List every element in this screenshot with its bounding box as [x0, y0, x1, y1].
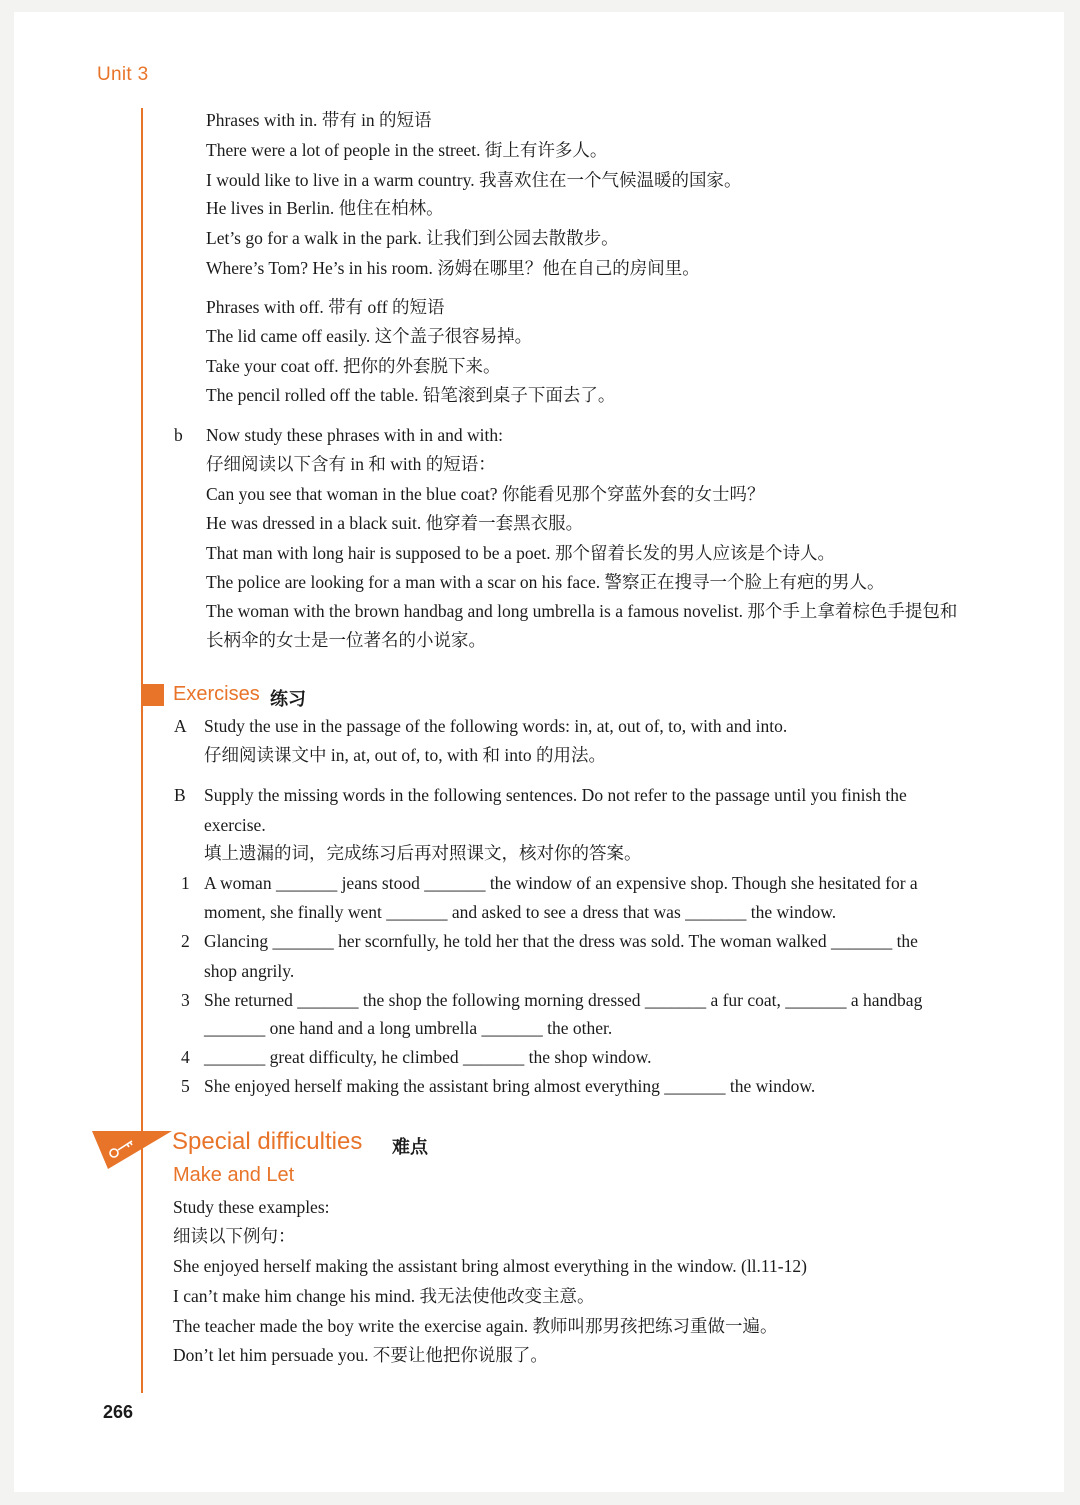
exercises-title: Exercises: [173, 683, 260, 705]
item-line: Glancing _______ her scornfully, he told her that the dress was sold. The woman walked _______ the: [204, 931, 918, 951]
phrases-off-heading: Phrases with off. 带有 off 的短语: [206, 297, 445, 317]
exercise-a-line: 仔细阅读课文中 in, at, out of, to, with 和 into 的用法。: [204, 745, 607, 765]
item-number: 5: [181, 1076, 190, 1096]
example-line: Where’s Tom? He’s in his room. 汤姆在哪里？他在自己的房间里。: [206, 258, 700, 278]
example-line: I would like to live in a warm country. 我喜欢住在一个气候温暖的国家。: [206, 170, 742, 190]
margin-rule: [141, 108, 143, 1393]
special-line: Don’t let him persuade you. 不要让他把你说服了。: [173, 1345, 548, 1365]
section-b-line: Now study these phrases with in and with:: [206, 425, 503, 445]
exercise-b-line: 填上遗漏的词，完成练习后再对照课文，核对你的答案。: [204, 843, 642, 863]
special-line: Study these examples:: [173, 1197, 330, 1217]
special-line: The teacher made the boy write the exercise again. 教师叫那男孩把练习重做一遍。: [173, 1316, 778, 1336]
item-line: A woman _______ jeans stood _______ the window of an expensive shop. Though she hesitated for a: [204, 873, 918, 893]
phrases-in-heading: Phrases with in. 带有 in 的短语: [206, 110, 432, 130]
exercise-a-line: Study the use in the passage of the following words: in, at, out of, to, with and into.: [204, 716, 788, 736]
example-line: The pencil rolled off the table. 铅笔滚到桌子下面去了。: [206, 385, 616, 405]
section-b-line: The police are looking for a man with a scar on his face. 警察正在搜寻一个脸上有疤的男人。: [206, 572, 885, 592]
item-line: _______ great difficulty, he climbed _______ the shop window.: [204, 1047, 652, 1067]
item-line: moment, she finally went _______ and asked to see a dress that was _______ the window.: [204, 902, 837, 922]
example-line: Take your coat off. 把你的外套脱下来。: [206, 356, 501, 376]
special-line: I can’t make him change his mind. 我无法使他改变主意。: [173, 1286, 595, 1306]
exercise-a-marker: A: [174, 716, 187, 736]
unit-label: Unit 3: [97, 64, 149, 85]
section-b-line: That man with long hair is supposed to be a poet. 那个留着长发的男人应该是个诗人。: [206, 543, 835, 563]
exercise-b-line: Supply the missing words in the following sentences. Do not refer to the passage until you finish the: [204, 785, 907, 805]
item-number: 3: [181, 990, 190, 1010]
item-number: 2: [181, 931, 190, 951]
item-line: _______ one hand and a long umbrella _______ the other.: [204, 1018, 613, 1038]
section-b-marker: b: [174, 425, 183, 445]
example-line: The lid came off easily. 这个盖子很容易掉。: [206, 326, 533, 346]
exercise-b-line: exercise.: [204, 815, 266, 835]
item-line: She returned _______ the shop the following morning dressed _______ a fur coat, _______ a handbag: [204, 990, 923, 1010]
section-b-line: 长柄伞的女士是一位著名的小说家。: [206, 630, 486, 650]
example-line: He lives in Berlin. 他住在柏林。: [206, 198, 444, 218]
item-number: 4: [181, 1047, 190, 1067]
exercises-title-cn: 练习: [270, 689, 306, 710]
example-line: Let’s go for a walk in the park. 让我们到公园去散散步。: [206, 228, 619, 248]
key-icon: [92, 1131, 174, 1171]
special-line: 细读以下例句：: [173, 1226, 296, 1246]
special-difficulties-title-cn: 难点: [392, 1137, 428, 1158]
exercises-marker-box: [141, 684, 164, 706]
section-b-line: Can you see that woman in the blue coat? 你能看见那个穿蓝外套的女士吗？: [206, 484, 765, 504]
exercise-b-marker: B: [174, 785, 186, 805]
example-line: There were a lot of people in the street. 街上有许多人。: [206, 140, 608, 160]
section-b-line: He was dressed in a black suit. 他穿着一套黑衣服。: [206, 513, 584, 533]
section-b-line: 仔细阅读以下含有 in 和 with 的短语：: [206, 454, 496, 474]
special-line: She enjoyed herself making the assistant bring almost everything in the window. (ll.11-12): [173, 1256, 807, 1276]
item-line: She enjoyed herself making the assistant bring almost everything _______ the window.: [204, 1076, 816, 1096]
section-b-line: The woman with the brown handbag and long umbrella is a famous novelist. 那个手上拿着棕色手提包和: [206, 601, 958, 621]
make-and-let-subtitle: Make and Let: [173, 1164, 295, 1186]
page-number: 266: [103, 1402, 134, 1422]
special-difficulties-title: Special difficulties: [172, 1128, 363, 1155]
item-line: shop angrily.: [204, 961, 295, 981]
item-number: 1: [181, 873, 190, 893]
